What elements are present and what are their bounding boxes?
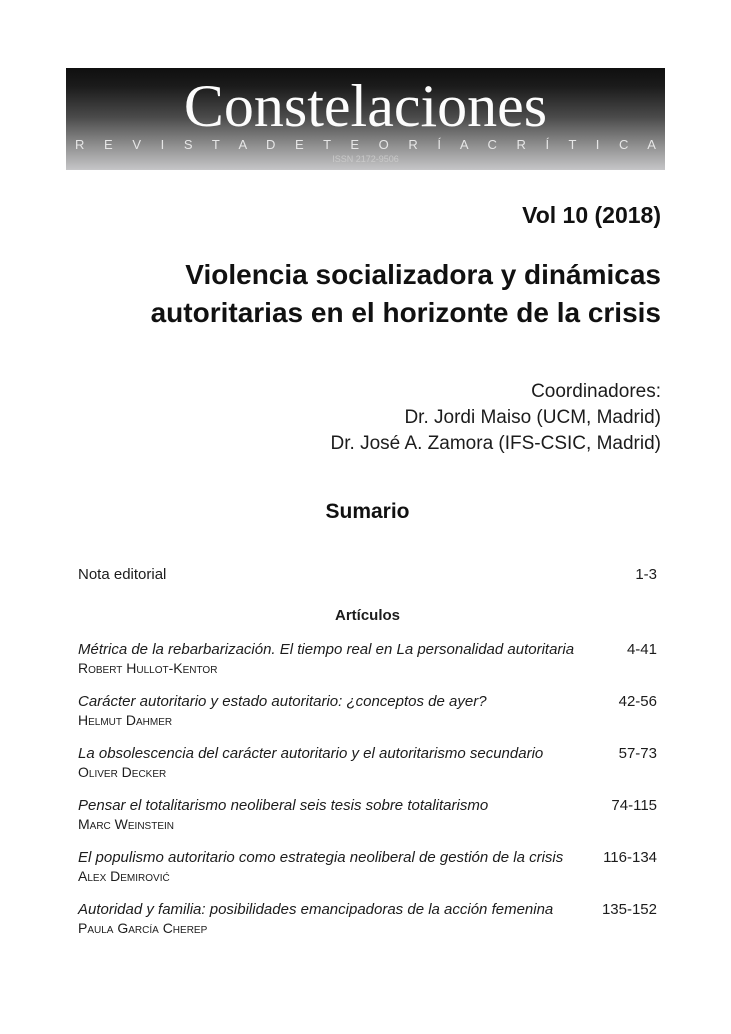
coordinators-label: Coordinadores:	[531, 381, 661, 402]
article-pages: 42-56	[618, 693, 657, 710]
coordinators-block	[78, 379, 661, 457]
coordinator-name: Dr. José A. Zamora (IFS-CSIC, Madrid)	[330, 433, 661, 454]
editorial-title: Nota editorial	[78, 566, 167, 583]
toc-row	[78, 745, 657, 763]
article-pages: 4-41	[626, 641, 657, 658]
journal-subtitle: R E V I S T A D E T E O R Í A C R Í T I C A	[75, 137, 664, 152]
article-entry	[78, 901, 657, 937]
article-entry	[78, 641, 657, 677]
article-title: Carácter autoritario y estado autoritario: ¿conceptos de ayer?	[78, 693, 487, 710]
toc-row	[78, 849, 657, 867]
toc-row	[78, 901, 657, 919]
toc-row	[78, 797, 657, 815]
article-pages: 57-73	[618, 745, 657, 762]
toc-section-heading: Artículos	[334, 607, 400, 624]
article-author: Alex Demirović	[78, 868, 170, 884]
article-author: Robert Hullot-Kentor	[78, 660, 218, 676]
toc-editorial-row	[78, 566, 657, 584]
coordinator-name: Dr. Jordi Maiso (UCM, Madrid)	[404, 407, 661, 428]
article-author: Paula García Cherep	[78, 920, 208, 936]
article-pages: 74-115	[611, 797, 657, 814]
article-title: La obsolescencia del carácter autoritario y el autoritarismo secundario	[78, 745, 544, 762]
article-author: Oliver Decker	[78, 764, 167, 780]
toc-heading: Sumario	[325, 500, 410, 523]
journal-logo: Constelaciones	[183, 73, 548, 139]
toc-row	[78, 641, 657, 659]
article-title: Autoridad y familia: posibilidades emancipadoras de la acción femenina	[78, 901, 554, 918]
table-of-contents	[78, 566, 657, 937]
issue-title-line2: autoritarias en el horizonte de la crisis	[150, 297, 661, 328]
article-entry	[78, 849, 657, 885]
issue-title-line1: Violencia socializadora y dinámicas	[185, 259, 661, 290]
journal-issn: ISSN 2172-9506	[332, 154, 399, 164]
article-author: Marc Weinstein	[78, 816, 174, 832]
article-entry	[78, 693, 657, 729]
editorial-pages: 1-3	[635, 566, 657, 583]
article-pages: 116-134	[603, 849, 657, 866]
article-title: Pensar el totalitarismo neoliberal seis tesis sobre totalitarismo	[78, 797, 489, 814]
volume-label: Vol 10 (2018)	[522, 202, 661, 228]
article-entry	[78, 745, 657, 781]
issue-title	[60, 256, 661, 332]
article-pages: 135-152	[601, 901, 657, 918]
article-author: Helmut Dahmer	[78, 712, 173, 728]
journal-banner	[66, 68, 665, 170]
article-title: Métrica de la rebarbarización. El tiempo real en La personalidad autoritaria	[78, 641, 575, 658]
toc-row	[78, 693, 657, 711]
article-title: El populismo autoritario como estrategia neoliberal de gestión de la crisis	[78, 849, 564, 866]
article-entry	[78, 797, 657, 833]
